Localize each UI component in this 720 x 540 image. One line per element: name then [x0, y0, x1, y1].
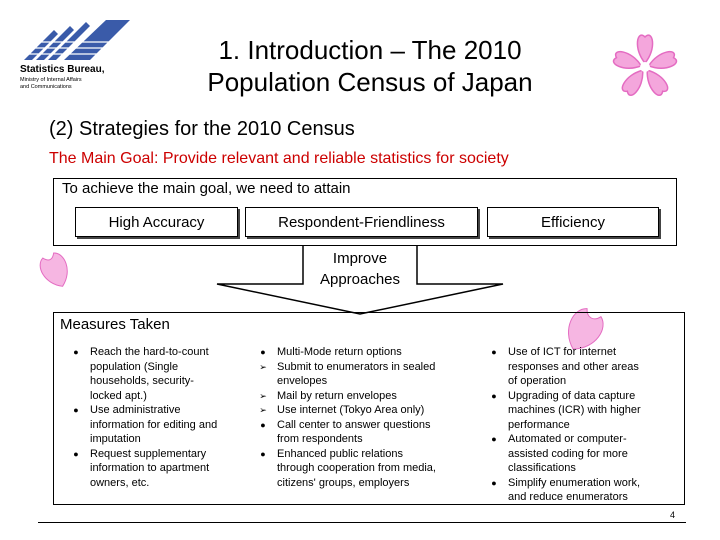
- list-item: [487, 389, 677, 433]
- item-line: information to apartment: [90, 462, 210, 474]
- page-title: [170, 34, 570, 98]
- bullet-icon: ●: [260, 448, 266, 459]
- item-line: Use administrative: [90, 404, 181, 416]
- footer-divider: [38, 522, 686, 523]
- title-line-1: 1. Introduction – The 2010: [218, 35, 522, 65]
- item-line: from respondents: [277, 433, 363, 445]
- item-line: Simplify enumeration work,: [508, 476, 641, 489]
- item-line: population (Single: [90, 360, 179, 373]
- org-name: Statistics Bureau,: [20, 64, 105, 75]
- item-line: assisted coding for more: [508, 447, 628, 460]
- item-line: performance: [508, 418, 570, 431]
- item-line: citizens' groups, employers: [277, 476, 410, 489]
- list-item: [256, 389, 471, 404]
- cherry-blossom-icon: [600, 22, 690, 112]
- petal-icon: [35, 250, 75, 290]
- measures-heading: Measures Taken: [60, 316, 170, 333]
- item-line: locked apt.): [90, 389, 147, 402]
- bullet-icon: ●: [260, 419, 266, 430]
- section-subtitle: (2) Strategies for the 2010 Census: [49, 118, 355, 140]
- list-item: [256, 447, 471, 491]
- improve-approaches: [300, 248, 420, 290]
- bullet-icon: ●: [73, 405, 79, 415]
- measures-column-respondent: [256, 345, 471, 490]
- arrow-bullet-icon: ➢: [259, 405, 267, 415]
- list-item: [256, 418, 471, 447]
- bullet-icon: ●: [73, 347, 79, 357]
- bullet-icon: ●: [491, 390, 497, 401]
- ministry-line-2: and Communications: [20, 84, 72, 90]
- list-item: [487, 432, 677, 476]
- list-item: [256, 360, 471, 389]
- item-line: households, security-: [90, 375, 194, 387]
- list-item: [256, 345, 471, 360]
- item-line: through cooperation from media,: [277, 462, 436, 474]
- item-line: classifications: [508, 462, 576, 474]
- item-line: Upgrading of data capture: [508, 389, 636, 402]
- list-item: [487, 476, 677, 505]
- bullet-icon: ●: [73, 448, 79, 459]
- statistics-bureau-logo-icon: [24, 20, 134, 62]
- item-line: Use of ICT for internet: [508, 346, 617, 358]
- title-line-2: Population Census of Japan: [207, 67, 533, 97]
- page-number: 4: [670, 510, 676, 520]
- item-line: of operation: [508, 375, 567, 387]
- improve-line-1: Improve: [332, 250, 388, 267]
- logo: [18, 20, 158, 92]
- bullet-icon: ●: [260, 347, 266, 357]
- measures-column-accuracy: [69, 345, 245, 490]
- arrow-bullet-icon: ➢: [259, 361, 267, 372]
- goal-respondent-friendliness: Respondent-Friendliness: [245, 207, 478, 237]
- arrow-bullet-icon: ➢: [259, 390, 267, 401]
- item-line: owners, etc.: [90, 476, 150, 489]
- item-line: Submit to enumerators in sealed: [277, 360, 436, 373]
- item-line: Reach the hard-to-count: [90, 346, 209, 358]
- item-line: information for editing and: [90, 418, 218, 431]
- item-line: Automated or computer-: [508, 433, 627, 445]
- item-line: Call center to answer questions: [277, 418, 431, 431]
- item-line: and reduce enumerators: [508, 491, 628, 503]
- item-line: Use internet (Tokyo Area only): [277, 404, 425, 416]
- list-item: [69, 403, 245, 447]
- attain-text: To achieve the main goal, we need to attain: [62, 180, 351, 197]
- item-line: responses and other areas: [508, 360, 639, 373]
- item-line: imputation: [90, 433, 141, 445]
- bullet-icon: ●: [491, 477, 497, 488]
- item-line: envelopes: [277, 375, 328, 387]
- list-item: [487, 345, 677, 389]
- bullet-icon: ●: [491, 347, 497, 357]
- bullet-icon: ●: [491, 434, 497, 444]
- item-line: Enhanced public relations: [277, 447, 403, 460]
- item-line: Multi-Mode return options: [277, 346, 402, 358]
- list-item: [256, 403, 471, 418]
- measures-column-efficiency: [487, 345, 677, 505]
- goal-efficiency: Efficiency: [487, 207, 659, 237]
- goal-high-accuracy: High Accuracy: [75, 207, 238, 237]
- item-line: machines (ICR) with higher: [508, 404, 641, 416]
- main-goal: The Main Goal: Provide relevant and reliable statistics for society: [49, 150, 509, 167]
- list-item: [69, 345, 245, 403]
- item-line: Request supplementary: [90, 447, 207, 460]
- list-item: [69, 447, 245, 491]
- ministry-line-1: Ministry of Internal Affairs: [20, 77, 82, 83]
- item-line: Mail by return envelopes: [277, 389, 397, 402]
- improve-line-2: Approaches: [319, 271, 401, 288]
